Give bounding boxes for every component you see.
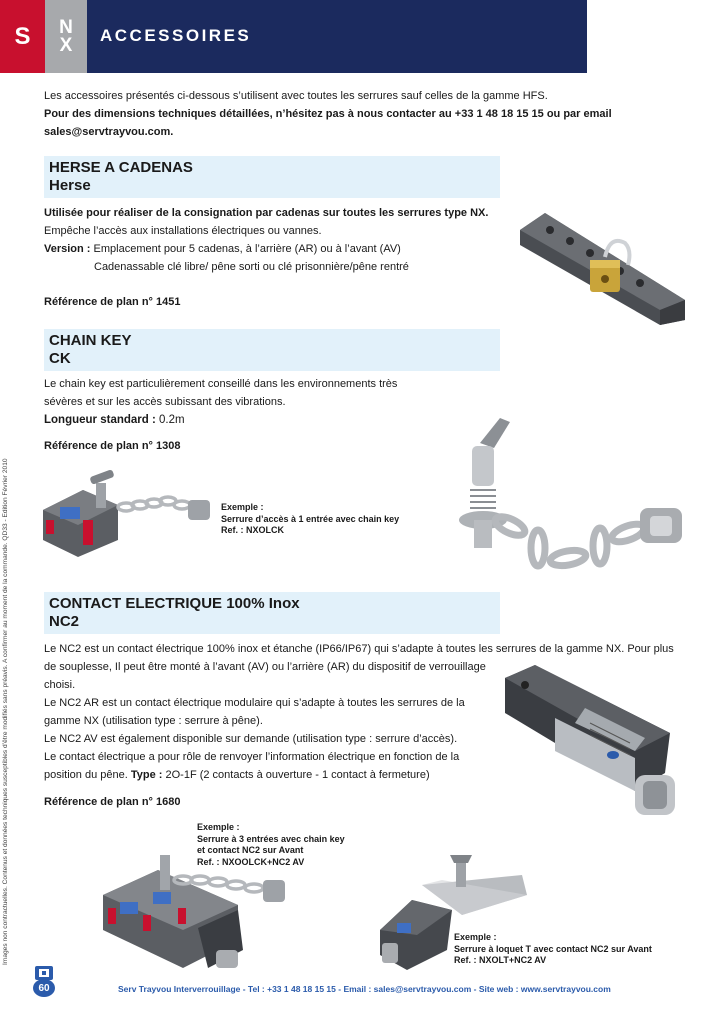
nc2-para-3: choisi. [44,679,76,691]
intro-line-2: Pour des dimensions techniques détaillées, n’hésitez pas à nous contacter au +33 1 48 18 15 15 ou par email [44,108,612,120]
page-number: 60 [33,979,55,997]
chainkey-example-caption [221,502,399,537]
intro-line-3: sales@servtrayvou.com. [44,126,174,138]
nc2-example2-desc: Serrure à loquet T avec contact NC2 sur Avant [454,943,652,954]
header-s-letter: S [14,22,31,50]
chainkey-length-value: 0.2m [155,414,185,426]
nc2-example1-ref: Ref. : NXOOLCK+NC2 AV [197,856,305,867]
herse-line-1: Utilisée pour réaliser de la consignation par cadenas sur toutes les serrures type NX. [44,207,489,219]
section-herse-header [44,156,500,198]
section-herse-title: HERSE A CADENAS [49,159,193,176]
herse-product-image [510,205,695,330]
herse-line-2: Empêche l’accès aux installations électriques ou vannes. [44,225,322,237]
chainkey-example-desc: Serrure d’accès à 1 entrée avec chain key [221,513,400,524]
nc2-example1-label: Exemple : [197,822,240,832]
section-chainkey-header [44,329,500,371]
nc2-para-8: position du pêne. [44,769,128,781]
nc2-type-value: 2O-1F (2 contacts à ouverture - 1 contact à fermeture) [162,769,430,781]
nc2-example2-caption [454,932,652,967]
nc2-para-6: Le NC2 AV est également disponible sur demande (utilisation type : serrure d’accès). [44,733,458,745]
section-nc2-header [44,592,500,634]
chainkey-line-2: sévères et sur les accès subissant des vibrations. [44,396,286,408]
header-nx-block [45,0,87,73]
chainkey-product-image [450,408,695,583]
section-herse-subtitle: Herse [49,177,91,194]
section-nc2-title: CONTACT ELECTRIQUE 100% Inox [49,595,300,612]
chainkey-example-label: Exemple : [221,502,264,512]
chainkey-example-image [38,465,218,560]
herse-version-label: Version : [44,243,91,255]
nc2-para-2: de souplesse, Il peut être monté à l’avant (AV) ou l’arrière (AR) du dispositif de verrouillage [44,661,486,673]
chainkey-length-label: Longueur standard : [44,414,156,426]
nc2-para-4: Le NC2 AR est un contact électrique modulaire qui s’adapte à toutes les serrures de la [44,697,465,709]
nc2-type-line [44,766,430,784]
herse-reference: Référence de plan n° 1451 [44,296,181,308]
herse-version-v1: Emplacement pour 5 cadenas, à l’arrière (AR) ou à l’avant (AV) [90,243,401,255]
section-chainkey-subtitle: CK [49,350,71,367]
herse-version-v2: Cadenassable clé libre/ pêne sorti ou clé prisonnière/pêne rentré [94,261,409,273]
nc2-example2-ref: Ref. : NXOLT+NC2 AV [454,955,547,965]
section-nc2-subtitle: NC2 [49,613,80,630]
nc2-para-7: Le contact électrique a pour rôle de renvoyer l’information électrique en fonction de la [44,751,460,763]
nc2-example1-desc2: et contact NC2 sur Avant [197,845,304,855]
header-n-letter: N [59,16,73,38]
nc2-type-label: Type : [130,769,163,781]
footer-contact: Serv Trayvou Interverrouillage - Tel : +33 1 48 18 15 15 - Email : sales@servtrayvou.com - Site web : www.servtrayvou.com [118,984,611,994]
chainkey-example-ref: Ref. : NXOLCK [221,525,284,535]
intro-line-1: Les accessoires présentés ci-dessous s’utilisent avec toutes les serrures sauf celles de la gamme HFS. [44,90,548,102]
nc2-product-image [495,663,690,828]
chainkey-line-1: Le chain key est particulièrement conseillé dans les environnements très [44,378,398,390]
nc2-para-1: Le NC2 est un contact électrique 100% inox et étanche (IP66/IP67) qui s’adapte à toutes les serrures de la gamme NX. Pour plus [44,643,674,655]
chainkey-length-line [44,411,185,429]
page-title: ACCESSOIRES [100,26,252,45]
herse-version-line [44,240,401,258]
section-chainkey-title: CHAIN KEY [49,332,132,349]
nc2-example1-image [98,850,348,978]
header-x-letter: X [59,34,73,56]
header-s-block [0,0,45,73]
nc2-example2-label: Exemple : [454,932,497,942]
chainkey-reference: Référence de plan n° 1308 [44,440,181,452]
sidebar-disclaimer: Images non contractuelles. Contenus et données techniques susceptibles d’être modifiés sans préavis. A confirmer au moment de la commande. QD33 - Edition Février 2010 [2,458,9,965]
nc2-reference: Référence de plan n° 1680 [44,796,181,808]
nc2-example1-desc1: Serrure à 3 entrées avec chain key [197,833,345,844]
nc2-para-5: gamme NX (utilisation type : serrure à pêne). [44,715,263,727]
